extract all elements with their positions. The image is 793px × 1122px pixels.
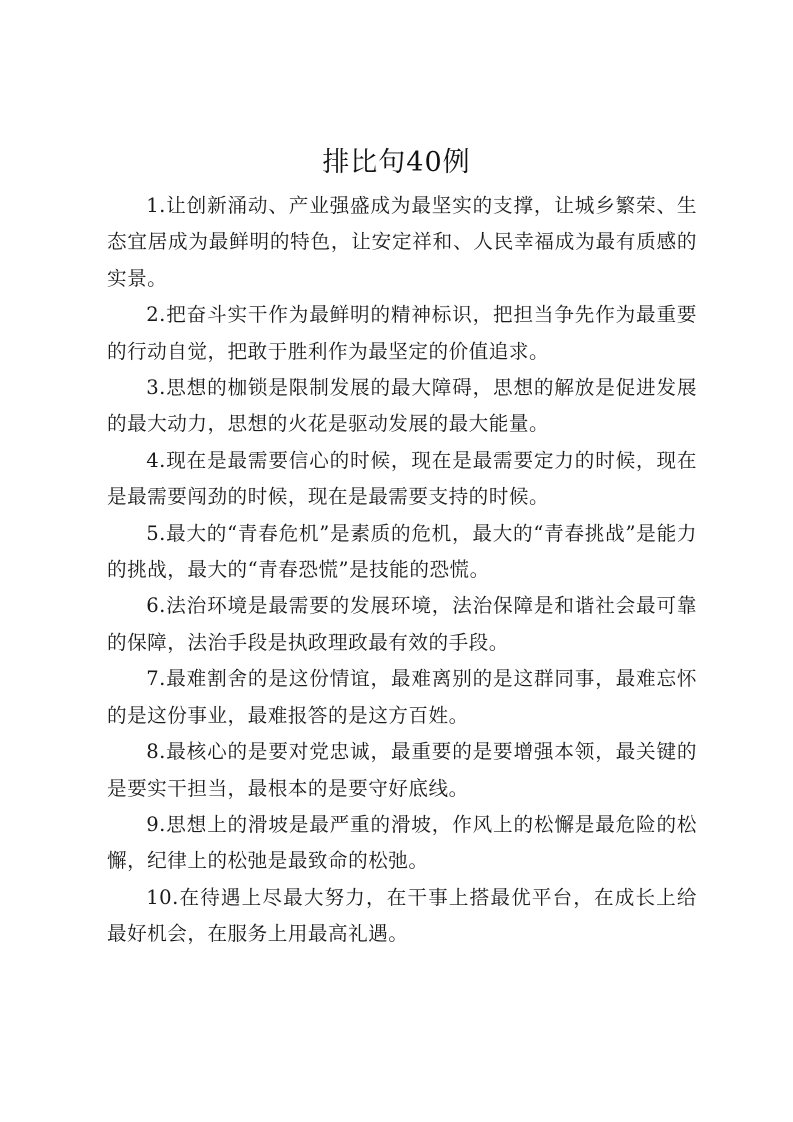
paragraph-1: 1.让创新涌动、产业强盛成为最坚实的支撑，让城乡繁荣、生态宜居成为最鲜明的特色，让安定祥和、人民幸福成为最有质感的实景。	[107, 194, 697, 290]
paragraph-8: 8.最核心的是要对党忠诚，最重要的是要增强本领，最关键的是要实干担当，最根本的是要守好底线。	[107, 740, 697, 800]
paragraph-6: 6.法治环境是最需要的发展环境，法治保障是和谐社会最可靠的保障，法治手段是执政理政最有效的手段。	[107, 594, 697, 654]
paragraph-4: 4.现在是最需要信心的时候，现在是最需要定力的时候，现在是最需要闯劲的时候，现在是最需要支持的时候。	[107, 448, 697, 509]
paragraph-5: 5.最大的“青春危机”是素质的危机，最大的“青春挑战”是能力的挑战，最大的“青春恐慌”是技能的恐慌。	[107, 521, 697, 582]
document-title: 排比句40例	[322, 147, 471, 178]
paragraph-7: 7.最难割舍的是这份情谊，最难离别的是这群同事，最难忘怀的是这份事业，最难报答的是这方百姓。	[107, 667, 697, 727]
document-body	[107, 188, 697, 953]
paragraph-2: 2.把奋斗实干作为最鲜明的精神标识，把担当争先作为最重要的行动自觉，把敢于胜利作为最坚定的价值追求。	[107, 303, 697, 363]
paragraph-10: 10.在待遇上尽最大努力，在干事上搭最优平台，在成长上给最好机会，在服务上用最高礼遇。	[107, 885, 697, 946]
paragraph-9: 9.思想上的滑坡是最严重的滑坡，作风上的松懈是最危险的松懈，纪律上的松弛是最致命的松弛。	[107, 812, 697, 873]
paragraph-3: 3.思想的枷锁是限制发展的最大障碍，思想的解放是促进发展的最大动力，思想的火花是驱动发展的最大能量。	[107, 376, 697, 436]
